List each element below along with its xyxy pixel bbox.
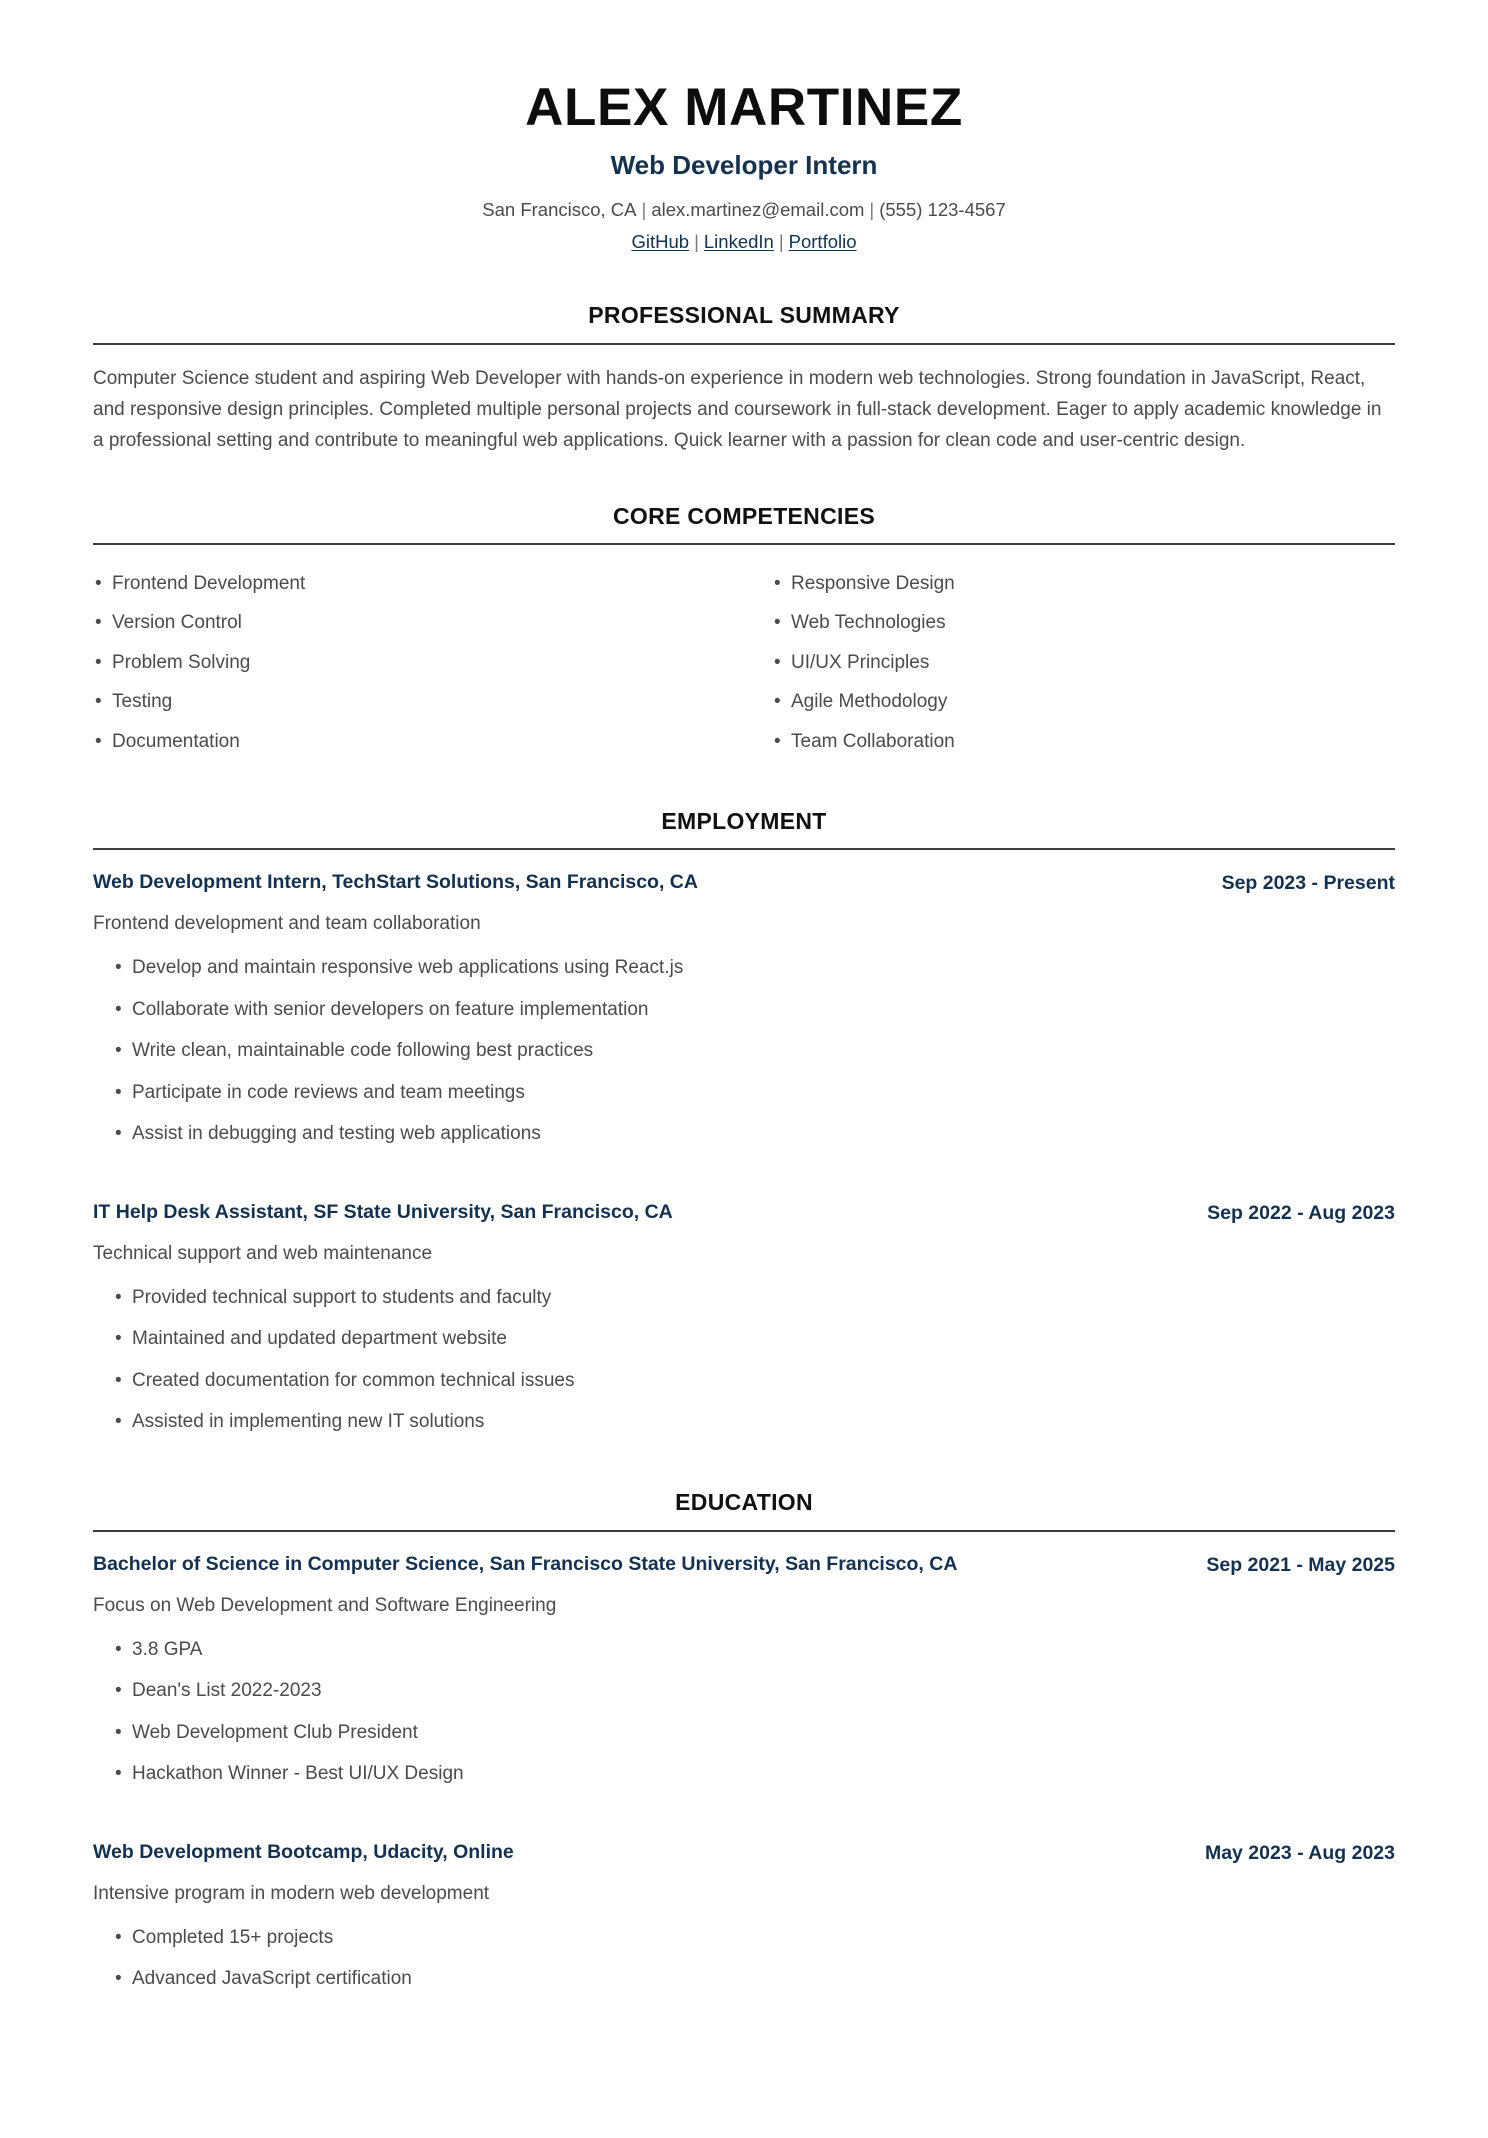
list-item	[115, 1402, 1395, 1444]
link-separator: |	[778, 231, 784, 253]
bullet-icon: •	[115, 1369, 122, 1391]
job-bullet-list	[93, 1277, 1395, 1443]
bullet-text: Develop and maintain responsive web applications using React.js	[132, 957, 684, 979]
bullet-icon: •	[95, 730, 102, 752]
bullet-text: Hackathon Winner - Best UI/UX Design	[132, 1763, 464, 1785]
list-item	[115, 1629, 1395, 1671]
bullet-icon: •	[774, 691, 781, 713]
bullet-icon: •	[115, 998, 122, 1020]
list-item	[115, 1959, 1395, 2001]
employment-entry	[93, 869, 1395, 1155]
bullet-icon: •	[115, 1040, 122, 1062]
bullet-icon: •	[115, 1286, 122, 1308]
contact-location: San Francisco, CA	[482, 198, 637, 220]
list-item	[115, 1754, 1395, 1796]
list-item	[115, 989, 1395, 1031]
competency-label: Version Control	[112, 612, 242, 634]
competency-column-right	[744, 564, 1395, 762]
bullet-text: Maintained and updated department website	[132, 1328, 507, 1350]
bullet-text: Provided technical support to students and faculty	[132, 1286, 552, 1308]
job-bullet-list	[93, 948, 1395, 1156]
bullet-icon: •	[95, 651, 102, 673]
bullet-icon: •	[95, 612, 102, 634]
competency-label: Testing	[112, 691, 173, 713]
bullet-icon: •	[115, 1638, 122, 1660]
bullet-icon: •	[774, 651, 781, 673]
section-title-competencies: CORE COMPETENCIES	[613, 502, 875, 529]
bullet-icon: •	[115, 1411, 122, 1433]
section-body-summary	[93, 345, 1395, 457]
list-item	[95, 564, 744, 604]
section-education	[93, 1489, 1395, 2000]
list-item	[95, 722, 744, 762]
bullet-text: Created documentation for common technical issues	[132, 1369, 575, 1391]
list-item	[115, 1277, 1395, 1319]
bullet-icon: •	[774, 572, 781, 594]
competency-label: Documentation	[112, 730, 240, 752]
candidate-headline: Web Developer Intern	[610, 150, 878, 181]
bullet-icon: •	[115, 1926, 122, 1948]
bullet-icon: •	[115, 1680, 122, 1702]
bullet-icon: •	[95, 572, 102, 594]
bullet-icon: •	[115, 1328, 122, 1350]
section-body-employment	[93, 850, 1395, 1443]
list-item	[115, 1671, 1395, 1713]
job-title: IT Help Desk Assistant, SF State University, San Francisco, CA	[93, 1201, 673, 1224]
competency-label: Web Technologies	[791, 612, 946, 634]
education-entry	[93, 1551, 1395, 1795]
competency-label: UI/UX Principles	[791, 651, 930, 673]
entry-header	[93, 1839, 1395, 1868]
bullet-icon: •	[774, 730, 781, 752]
competency-grid	[93, 564, 1395, 762]
bullet-text: Participate in code reviews and team meetings	[132, 1081, 525, 1103]
bullet-text: Collaborate with senior developers on feature implementation	[132, 998, 649, 1020]
section-title-summary: PROFESSIONAL SUMMARY	[588, 302, 900, 329]
list-item	[774, 643, 1395, 683]
list-item	[95, 643, 744, 683]
competency-label: Team Collaboration	[791, 730, 955, 752]
job-subtitle: Technical support and web maintenance	[93, 1242, 433, 1264]
section-employment	[93, 808, 1395, 1443]
competency-column-left	[93, 564, 744, 762]
contact-email[interactable]: alex.martinez@email.com	[651, 198, 865, 220]
summary-paragraph: Computer Science student and aspiring Web Developer with hands-on experience in modern web technologies. Strong foundation in JavaScript, React, and responsive design principles. Completed multiple personal projects and coursework in full-stack development. Eager to apply academic knowledge in a professional setting and contribute to meaningful web applications. Quick learner with a passion for clean code and user-centric design.	[93, 367, 1382, 451]
job-subtitle: Frontend development and team collaboration	[93, 913, 481, 935]
bullet-text: Assisted in implementing new IT solutions	[132, 1411, 485, 1433]
list-item	[774, 604, 1395, 644]
list-item	[115, 1712, 1395, 1754]
bullet-icon: •	[774, 612, 781, 634]
bullet-icon: •	[115, 1123, 122, 1145]
program-bullet-list	[93, 1917, 1395, 2000]
list-item	[115, 1319, 1395, 1361]
program-title: Web Development Bootcamp, Udacity, Online	[93, 1841, 514, 1864]
bullet-icon: •	[115, 1763, 122, 1785]
link-separator: |	[694, 231, 699, 253]
bullet-text: Web Development Club President	[132, 1721, 418, 1743]
section-core-competencies	[93, 503, 1395, 762]
bullet-icon: •	[115, 957, 122, 979]
section-body-competencies	[93, 545, 1395, 762]
competency-label: Responsive Design	[791, 572, 955, 594]
list-item	[115, 1114, 1395, 1156]
list-item	[115, 948, 1395, 990]
entry-spacer	[93, 1189, 1395, 1199]
bullet-text: Completed 15+ projects	[132, 1926, 334, 1948]
degree-bullet-list	[93, 1629, 1395, 1795]
job-title: Web Development Intern, TechStart Solutions, San Francisco, CA	[93, 871, 698, 894]
program-subtitle: Intensive program in modern web development	[93, 1882, 490, 1904]
list-item	[115, 1360, 1395, 1402]
job-date-range: Sep 2023 - Present	[1221, 872, 1395, 895]
contact-separator: |	[641, 198, 647, 220]
degree-date-range: Sep 2021 - May 2025	[1206, 1553, 1395, 1576]
bullet-text: 3.8 GPA	[132, 1638, 203, 1660]
competency-label: Agile Methodology	[791, 691, 948, 713]
bullet-icon: •	[115, 1721, 122, 1743]
bullet-text: Assist in debugging and testing web applications	[132, 1123, 541, 1145]
link-portfolio[interactable]: Portfolio	[788, 231, 857, 253]
bullet-text: Dean's List 2022-2023	[132, 1680, 322, 1702]
bullet-icon: •	[115, 1081, 122, 1103]
degree-subtitle: Focus on Web Development and Software Engineering	[93, 1594, 557, 1616]
entry-header	[93, 1551, 1395, 1580]
bullet-text: Advanced JavaScript certification	[132, 1968, 412, 1990]
degree-title: Bachelor of Science in Computer Science, San Francisco State University, San Francisco, CA	[93, 1552, 958, 1575]
entry-header	[93, 869, 1395, 898]
entry-spacer	[93, 1829, 1395, 1839]
competency-label: Frontend Development	[112, 572, 306, 594]
section-title-education: EDUCATION	[675, 1489, 813, 1516]
education-entry	[93, 1839, 1395, 2000]
contact-phone[interactable]: (555) 123-4567	[879, 198, 1006, 220]
link-github[interactable]: GitHub	[631, 231, 690, 253]
contact-links	[93, 229, 1395, 256]
competency-label: Problem Solving	[112, 651, 251, 673]
bullet-icon: •	[115, 1968, 122, 1990]
list-item	[115, 1072, 1395, 1114]
section-professional-summary	[93, 302, 1395, 457]
program-date-range: May 2023 - Aug 2023	[1204, 1842, 1395, 1865]
job-date-range: Sep 2022 - Aug 2023	[1207, 1202, 1395, 1225]
list-item	[115, 1031, 1395, 1073]
link-linkedin[interactable]: LinkedIn	[703, 231, 774, 253]
list-item	[95, 683, 744, 723]
bullet-text: Write clean, maintainable code following best practices	[132, 1040, 594, 1062]
candidate-name: ALEX MARTINEZ	[525, 78, 963, 137]
contact-line	[93, 197, 1395, 224]
list-item	[115, 1917, 1395, 1959]
entry-header	[93, 1199, 1395, 1228]
section-title-employment: EMPLOYMENT	[661, 807, 827, 834]
list-item	[774, 564, 1395, 604]
employment-entry	[93, 1199, 1395, 1443]
bullet-icon: •	[95, 691, 102, 713]
list-item	[774, 722, 1395, 762]
contact-separator: |	[869, 198, 875, 220]
resume-header	[93, 78, 1395, 256]
section-body-education	[93, 1532, 1395, 2000]
list-item	[774, 683, 1395, 723]
list-item	[95, 604, 744, 644]
